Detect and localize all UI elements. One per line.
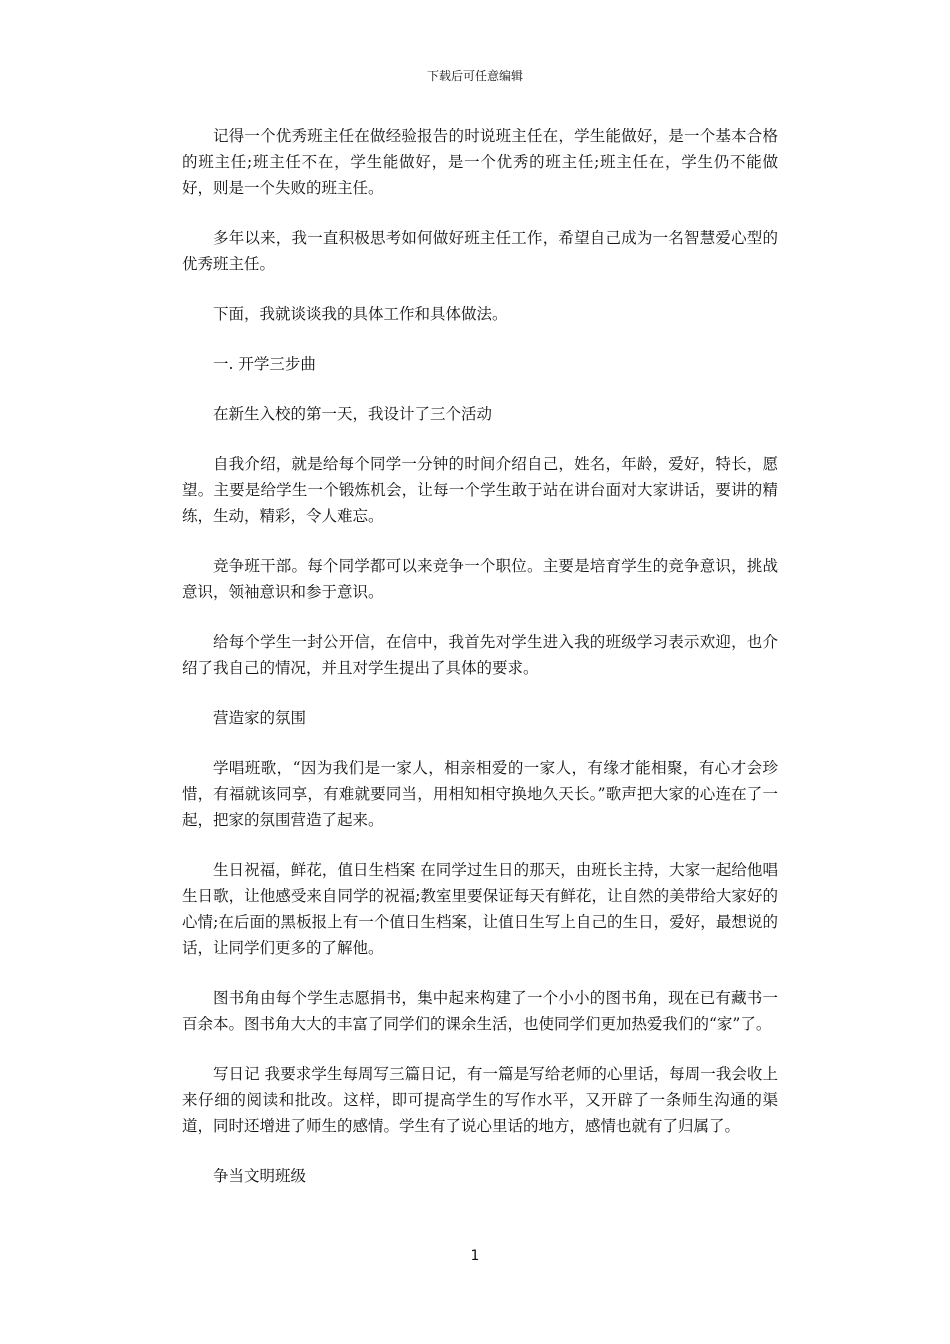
paragraph: 自我介绍，就是给每个同学一分钟的时间介绍自己，姓名，年龄，爱好，特长，愿望。主要是给学生一个锻炼机会，让每一个学生敢于站在讲台面对大家讲话，要讲的精练，生动，精彩，令人难忘。 <box>182 455 778 525</box>
document-body <box>182 123 778 1189</box>
paragraph: 记得一个优秀班主任在做经验报告的时说班主任在，学生能做好，是一个基本合格的班主任;班主任不在，学生能做好，是一个优秀的班主任;班主任在，学生仍不能做好，则是一个失败的班主任。 <box>182 127 778 197</box>
subsection-heading: 营造家的氛围 <box>213 709 307 727</box>
paragraph: 生日祝福，鲜花，值日生档案 在同学过生日的那天，由班长主持，大家一起给他唱生日歌，让他感受来自同学的祝福;教室里要保证每天有鲜花，让自然的美带给大家好的心情;在后面的黑板报上有一个值日生档案，让值日生写上自己的生日，爱好，最想说的话，让同学们更多的了解他。 <box>182 861 778 957</box>
page-number: 1 <box>470 1248 480 1264</box>
section-heading: 一. 开学三步曲 <box>213 355 316 373</box>
paragraph: 写日记 我要求学生每周写三篇日记，有一篇是写给老师的心里话，每周一我会收上来仔细的阅读和批改。这样，即可提高学生的写作水平，又开辟了一条师生沟通的渠道，同时还增进了师生的感情。学生有了说心里话的地方，感情也就有了归属了。 <box>182 1065 778 1135</box>
page-header: 下载后可任意编辑 <box>426 69 523 83</box>
subsection-heading: 争当文明班级 <box>213 1167 307 1185</box>
paragraph: 图书角由每个学生志愿捐书，集中起来构建了一个小小的图书角，现在已有藏书一百余本。图书角大大的丰富了同学们的课余生活，也使同学们更加热爱我们的“家”了。 <box>182 989 778 1033</box>
paragraph: 竞争班干部。每个同学都可以来竞争一个职位。主要是培育学生的竞争意识，挑战意识，领袖意识和参于意识。 <box>182 557 778 601</box>
paragraph: 给每个学生一封公开信，在信中，我首先对学生进入我的班级学习表示欢迎，也介绍了我自己的情况，并且对学生提出了具体的要求。 <box>182 633 778 677</box>
paragraph: 多年以来，我一直积极思考如何做好班主任工作，希望自己成为一名智慧爱心型的优秀班主任。 <box>182 229 778 273</box>
paragraph: 学唱班歌，“因为我们是一家人，相亲相爱的一家人，有缘才能相聚，有心才会珍惜，有福就该同享，有难就要同当，用相知相守换地久天长。”歌声把大家的心连在了一起，把家的氛围营造了起来。 <box>182 759 778 829</box>
paragraph: 在新生入校的第一天，我设计了三个活动 <box>213 405 493 423</box>
paragraph: 下面，我就谈谈我的具体工作和具体做法。 <box>213 305 508 323</box>
